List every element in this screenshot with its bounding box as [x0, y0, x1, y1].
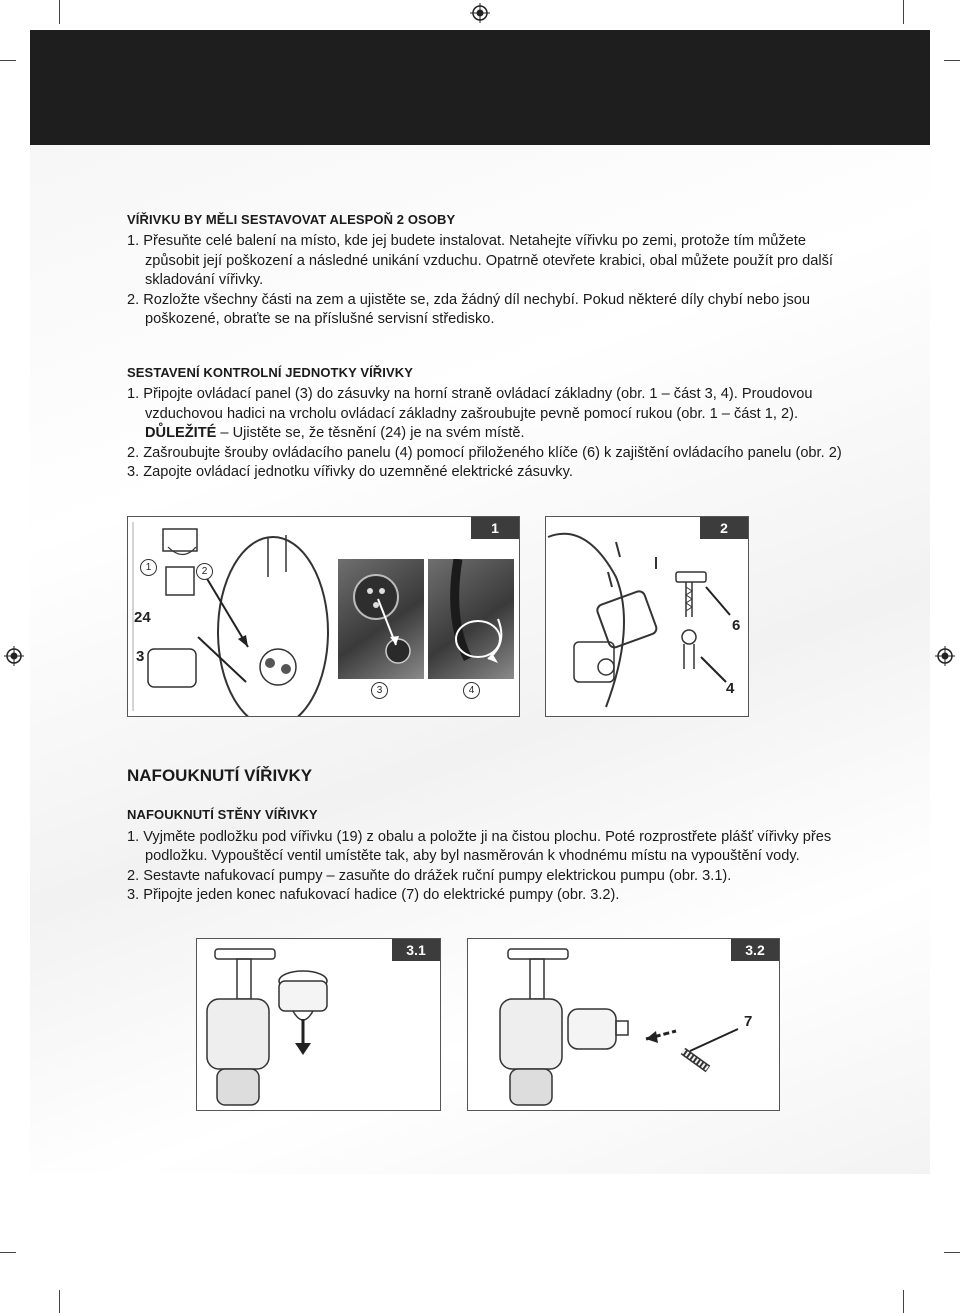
list-item: 3. Zapojte ovládací jednotku vířivky do uzemněné elektrické zásuvky.	[127, 464, 573, 481]
crop-mark	[944, 60, 960, 61]
hose-connection-drawing	[468, 939, 779, 1110]
figure-number: 3.2	[731, 939, 779, 961]
list-item: 2. Zašroubujte šrouby ovládacího panelu (4) pomocí přiloženého klíče (6) k zajištění ovládacího panelu (obr. 2)	[127, 444, 842, 461]
crop-mark	[944, 1252, 960, 1253]
list-item: 3. Připojte jeden konec nafukovací hadice (7) do elektrické pumpy (obr. 3.2).	[127, 887, 620, 904]
figure-number: 2	[700, 517, 748, 539]
socket-photo	[338, 559, 424, 679]
list-item: 1. Přesuňte celé balení na místo, kde jej budete instalovat. Netahejte vířivku po zemi, protože tím můžete způsobit její poškození a následné unikání vzduchu. Opatrně otevřete krabici, obal můžete použít pro další skladování vířivky.	[127, 233, 833, 289]
hose-detail	[428, 559, 514, 679]
figure-2	[545, 516, 749, 717]
list-item: 2. Sestavte nafukovací pumpy – zasuňte do drážek ruční pumpy elektrickou pumpu (obr. 3.1).	[127, 867, 732, 884]
list-item: 1. Vyjměte podložku pod vířivku (19) z obalu a položte ji na čistou plochu. Poté rozprostřete plášť vířivky přes podložku. Vypouštěcí ventil umístěte tak, aby byl nasměrován k vhodnému místu na vypouštění vody.	[127, 828, 832, 865]
list-item	[127, 385, 847, 443]
part-label-7: 7	[744, 1013, 753, 1030]
important-label: DŮLEŽITÉ	[145, 425, 217, 442]
part-label-24: 24	[134, 609, 151, 626]
hose-photo	[428, 559, 514, 679]
item-text: – Ujistěte se, že těsnění (24) je na svém místě.	[216, 425, 525, 442]
crop-mark	[59, 0, 60, 24]
section-inflation	[127, 766, 847, 905]
item-text: 1. Připojte ovládací panel (3) do zásuvky na horní straně ovládací základny (obr. 1 – část 3, 4). Proudovou vzduchovou hadici na vrcholu ovládací základny zašroubujte pevně pomocí rukou (obr. 1 – část 1, 2).	[127, 386, 813, 422]
crop-mark	[903, 1290, 904, 1313]
crop-mark	[59, 1290, 60, 1313]
section-control-unit	[127, 363, 847, 482]
part-label-6: 6	[732, 617, 741, 634]
section-heading: VÍŘIVKU BY MĚLI SESTAVOVAT ALESPOŇ 2 OSOBY	[127, 212, 456, 227]
step-circle-2: 2	[196, 563, 213, 580]
step-circle-4: 4	[463, 682, 480, 699]
socket-detail	[338, 559, 424, 679]
crop-mark	[0, 60, 16, 61]
figure-3-1	[196, 938, 441, 1111]
panel-screws-drawing	[546, 517, 748, 716]
step-circle-3: 3	[371, 682, 388, 699]
registration-mark-icon	[4, 646, 24, 666]
figure-number: 3.1	[392, 939, 440, 961]
section-heading: NAFOUKNUTÍ STĚNY VÍŘIVKY	[127, 807, 318, 823]
step-circle-1: 1	[140, 559, 157, 576]
section-heading: SESTAVENÍ KONTROLNÍ JEDNOTKY VÍŘIVKY	[127, 365, 414, 380]
figure-number: 1	[471, 517, 519, 539]
registration-mark-icon	[935, 646, 955, 666]
section-setup-warning	[127, 210, 847, 329]
figure-1	[127, 516, 520, 717]
pump-assembly-drawing	[197, 939, 440, 1110]
crop-mark	[903, 0, 904, 24]
part-label-4: 4	[726, 680, 735, 697]
part-label-3: 3	[136, 648, 145, 665]
registration-mark-icon	[470, 3, 490, 23]
page-title: NAFOUKNUTÍ VÍŘIVKY	[127, 766, 313, 785]
control-base-drawing	[128, 517, 338, 716]
figure-3-2	[467, 938, 780, 1111]
list-item: 2. Rozložte všechny části na zem a ujistěte se, zda žádný díl nechybí. Pokud některé díly chybí nebo jsou poškozené, obraťte se na příslušné servisní středisko.	[127, 291, 811, 328]
header-band	[30, 30, 930, 145]
crop-mark	[0, 1252, 16, 1253]
